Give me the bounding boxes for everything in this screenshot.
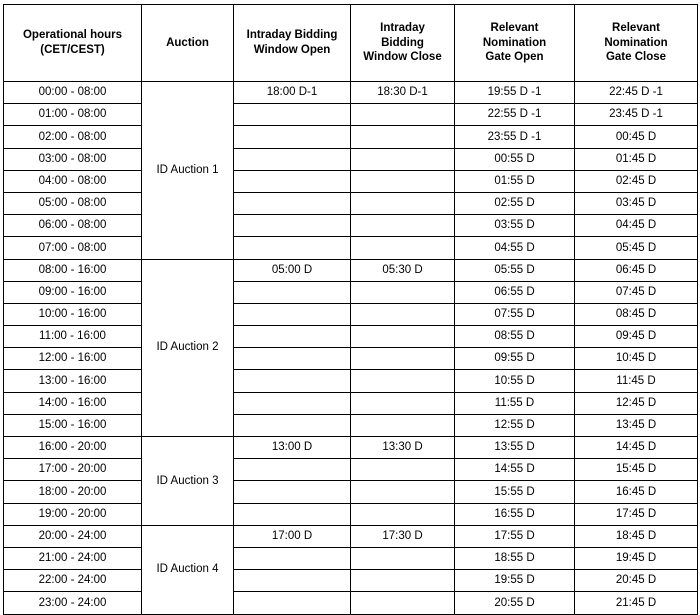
table-row: [4, 326, 698, 348]
operational-hours-cell: 11:00 - 16:00: [4, 326, 142, 348]
bidding-window-close-cell: 05:30 D: [351, 259, 455, 281]
table-row: [4, 104, 698, 126]
nomination-gate-close-cell: 19:45 D: [575, 547, 698, 569]
nomination-gate-open-cell: 16:55 D: [455, 503, 575, 525]
column-header-line: Gate Open: [485, 51, 544, 64]
bidding-window-close-cell-empty: [351, 326, 455, 348]
bidding-window-close-cell-empty: [351, 104, 455, 126]
table-row: [4, 148, 698, 170]
column-header-line: Relevant: [490, 21, 539, 34]
table-row: [4, 281, 698, 303]
operational-hours-cell: 02:00 - 08:00: [4, 126, 142, 148]
bidding-window-open-cell: 05:00 D: [234, 259, 351, 281]
bidding-window-open-cell-empty: [234, 459, 351, 481]
column-header-line: Bidding: [381, 36, 424, 49]
table-row: [4, 259, 698, 281]
column-header-relevant-nomination-gate-open: [455, 5, 575, 82]
bidding-window-open-cell-empty: [234, 414, 351, 436]
column-header-operational-hours: [4, 5, 142, 82]
operational-hours-cell: 15:00 - 16:00: [4, 414, 142, 436]
nomination-gate-close-cell: 15:45 D: [575, 459, 698, 481]
table-row: [4, 170, 698, 192]
auction-cell: ID Auction 3: [142, 437, 234, 526]
bidding-window-open-cell-empty: [234, 237, 351, 259]
nomination-gate-close-cell: 11:45 D: [575, 370, 698, 392]
nomination-gate-open-cell: 01:55 D: [455, 170, 575, 192]
nomination-gate-close-cell: 23:45 D -1: [575, 104, 698, 126]
bidding-window-close-cell-empty: [351, 503, 455, 525]
column-header-auction: [142, 5, 234, 82]
table-row: [4, 437, 698, 459]
operational-hours-cell: 13:00 - 16:00: [4, 370, 142, 392]
bidding-window-close-cell-empty: [351, 170, 455, 192]
nomination-gate-open-cell: 14:55 D: [455, 459, 575, 481]
nomination-gate-close-cell: 04:45 D: [575, 215, 698, 237]
table-row: [4, 592, 698, 614]
table-row: [4, 370, 698, 392]
bidding-window-close-cell-empty: [351, 126, 455, 148]
auction-cell: ID Auction 2: [142, 259, 234, 437]
operational-hours-cell: 05:00 - 08:00: [4, 192, 142, 214]
nomination-gate-close-cell: 03:45 D: [575, 192, 698, 214]
bidding-window-open-cell-empty: [234, 126, 351, 148]
nomination-gate-close-cell: 01:45 D: [575, 148, 698, 170]
bidding-window-open-cell-empty: [234, 303, 351, 325]
bidding-window-close-cell-empty: [351, 392, 455, 414]
nomination-gate-open-cell: 23:55 D -1: [455, 126, 575, 148]
operational-hours-cell: 12:00 - 16:00: [4, 348, 142, 370]
nomination-gate-close-cell: 00:45 D: [575, 126, 698, 148]
nomination-gate-close-cell: 05:45 D: [575, 237, 698, 259]
table-row: [4, 348, 698, 370]
bidding-window-open-cell-empty: [234, 148, 351, 170]
nomination-gate-open-cell: 09:55 D: [455, 348, 575, 370]
bidding-window-close-cell-empty: [351, 414, 455, 436]
column-header-line: Gate Close: [605, 51, 667, 64]
bidding-window-open-cell: 17:00 D: [234, 525, 351, 547]
nomination-gate-open-cell: 06:55 D: [455, 281, 575, 303]
table-row: [4, 82, 698, 104]
nomination-gate-open-cell: 08:55 D: [455, 326, 575, 348]
nomination-gate-open-cell: 22:55 D -1: [455, 104, 575, 126]
column-header-intraday-bidding-window-open: [234, 5, 351, 82]
nomination-gate-close-cell: 22:45 D -1: [575, 82, 698, 104]
operational-hours-cell: 08:00 - 16:00: [4, 259, 142, 281]
nomination-gate-open-cell: 19:55 D -1: [455, 82, 575, 104]
auction-cell: ID Auction 4: [142, 525, 234, 614]
operational-hours-cell: 21:00 - 24:00: [4, 547, 142, 569]
table-row: [4, 547, 698, 569]
nomination-gate-open-cell: 10:55 D: [455, 370, 575, 392]
table-row: [4, 503, 698, 525]
nomination-gate-open-cell: 20:55 D: [455, 592, 575, 614]
nomination-gate-open-cell: 02:55 D: [455, 192, 575, 214]
nomination-gate-close-cell: 12:45 D: [575, 392, 698, 414]
operational-hours-cell: 06:00 - 08:00: [4, 215, 142, 237]
bidding-window-open-cell-empty: [234, 348, 351, 370]
nomination-gate-close-cell: 08:45 D: [575, 303, 698, 325]
nomination-gate-open-cell: 04:55 D: [455, 237, 575, 259]
nomination-gate-open-cell: 11:55 D: [455, 392, 575, 414]
table-row: [4, 414, 698, 436]
table-row: [4, 570, 698, 592]
operational-hours-cell: 09:00 - 16:00: [4, 281, 142, 303]
table-header-row: [4, 5, 698, 82]
bidding-window-close-cell-empty: [351, 459, 455, 481]
operational-hours-cell: 03:00 - 08:00: [4, 148, 142, 170]
column-header-line: Intraday: [380, 21, 425, 34]
operational-hours-cell: 01:00 - 08:00: [4, 104, 142, 126]
nomination-gate-close-cell: 14:45 D: [575, 437, 698, 459]
bidding-window-close-cell: 13:30 D: [351, 437, 455, 459]
nomination-gate-close-cell: 09:45 D: [575, 326, 698, 348]
table-row: [4, 215, 698, 237]
intraday-auction-schedule-table: [3, 4, 698, 615]
bidding-window-close-cell-empty: [351, 348, 455, 370]
table-body: [4, 82, 698, 615]
column-header-intraday-bidding-window-close: [351, 5, 455, 82]
operational-hours-cell: 18:00 - 20:00: [4, 481, 142, 503]
table-row: [4, 459, 698, 481]
table-row: [4, 525, 698, 547]
table-row: [4, 126, 698, 148]
column-header-line: Nomination: [482, 36, 547, 49]
column-header-relevant-nomination-gate-close: [575, 5, 698, 82]
bidding-window-open-cell-empty: [234, 215, 351, 237]
bidding-window-open-cell-empty: [234, 392, 351, 414]
column-header-line: Auction: [166, 36, 209, 49]
auction-cell: ID Auction 1: [142, 82, 234, 260]
nomination-gate-close-cell: 17:45 D: [575, 503, 698, 525]
nomination-gate-close-cell: 21:45 D: [575, 592, 698, 614]
bidding-window-open-cell-empty: [234, 104, 351, 126]
bidding-window-open-cell-empty: [234, 570, 351, 592]
bidding-window-open-cell-empty: [234, 170, 351, 192]
nomination-gate-open-cell: 03:55 D: [455, 215, 575, 237]
nomination-gate-close-cell: 06:45 D: [575, 259, 698, 281]
operational-hours-cell: 00:00 - 08:00: [4, 82, 142, 104]
nomination-gate-close-cell: 20:45 D: [575, 570, 698, 592]
bidding-window-close-cell-empty: [351, 215, 455, 237]
column-header-line: (CET/CEST): [40, 44, 105, 56]
bidding-window-open-cell-empty: [234, 503, 351, 525]
bidding-window-open-cell-empty: [234, 547, 351, 569]
bidding-window-close-cell-empty: [351, 592, 455, 614]
operational-hours-cell: 23:00 - 24:00: [4, 592, 142, 614]
column-header-line: Window Open: [253, 44, 331, 56]
bidding-window-open-cell: 18:00 D-1: [234, 82, 351, 104]
nomination-gate-close-cell: 07:45 D: [575, 281, 698, 303]
column-header-line: Nomination: [604, 36, 668, 49]
table-row: [4, 303, 698, 325]
operational-hours-cell: 19:00 - 20:00: [4, 503, 142, 525]
nomination-gate-open-cell: 15:55 D: [455, 481, 575, 503]
operational-hours-cell: 04:00 - 08:00: [4, 170, 142, 192]
table-row: [4, 481, 698, 503]
column-header-line: Window Close: [363, 51, 442, 64]
bidding-window-close-cell-empty: [351, 237, 455, 259]
bidding-window-open-cell-empty: [234, 370, 351, 392]
bidding-window-close-cell: 18:30 D-1: [351, 82, 455, 104]
bidding-window-open-cell-empty: [234, 281, 351, 303]
operational-hours-cell: 22:00 - 24:00: [4, 570, 142, 592]
nomination-gate-close-cell: 16:45 D: [575, 481, 698, 503]
table-row: [4, 192, 698, 214]
bidding-window-close-cell-empty: [351, 303, 455, 325]
column-header-line: Relevant: [612, 21, 660, 34]
nomination-gate-close-cell: 10:45 D: [575, 348, 698, 370]
bidding-window-close-cell-empty: [351, 481, 455, 503]
operational-hours-cell: 17:00 - 20:00: [4, 459, 142, 481]
bidding-window-close-cell-empty: [351, 570, 455, 592]
nomination-gate-open-cell: 18:55 D: [455, 547, 575, 569]
bidding-window-close-cell-empty: [351, 547, 455, 569]
bidding-window-close-cell: 17:30 D: [351, 525, 455, 547]
bidding-window-close-cell-empty: [351, 148, 455, 170]
bidding-window-close-cell-empty: [351, 370, 455, 392]
bidding-window-open-cell: 13:00 D: [234, 437, 351, 459]
operational-hours-cell: 10:00 - 16:00: [4, 303, 142, 325]
bidding-window-open-cell-empty: [234, 592, 351, 614]
column-header-line: Operational hours: [22, 29, 123, 42]
operational-hours-cell: 16:00 - 20:00: [4, 437, 142, 459]
operational-hours-cell: 14:00 - 16:00: [4, 392, 142, 414]
nomination-gate-close-cell: 02:45 D: [575, 170, 698, 192]
nomination-gate-open-cell: 13:55 D: [455, 437, 575, 459]
nomination-gate-close-cell: 13:45 D: [575, 414, 698, 436]
nomination-gate-open-cell: 00:55 D: [455, 148, 575, 170]
nomination-gate-open-cell: 19:55 D: [455, 570, 575, 592]
nomination-gate-open-cell: 07:55 D: [455, 303, 575, 325]
table-row: [4, 392, 698, 414]
column-header-line: Intraday Bidding: [246, 29, 338, 42]
operational-hours-cell: 07:00 - 08:00: [4, 237, 142, 259]
nomination-gate-close-cell: 18:45 D: [575, 525, 698, 547]
bidding-window-close-cell-empty: [351, 281, 455, 303]
bidding-window-open-cell-empty: [234, 326, 351, 348]
table-row: [4, 237, 698, 259]
bidding-window-open-cell-empty: [234, 481, 351, 503]
nomination-gate-open-cell: 12:55 D: [455, 414, 575, 436]
bidding-window-close-cell-empty: [351, 192, 455, 214]
bidding-window-open-cell-empty: [234, 192, 351, 214]
nomination-gate-open-cell: 05:55 D: [455, 259, 575, 281]
operational-hours-cell: 20:00 - 24:00: [4, 525, 142, 547]
table-header: [4, 5, 698, 82]
nomination-gate-open-cell: 17:55 D: [455, 525, 575, 547]
